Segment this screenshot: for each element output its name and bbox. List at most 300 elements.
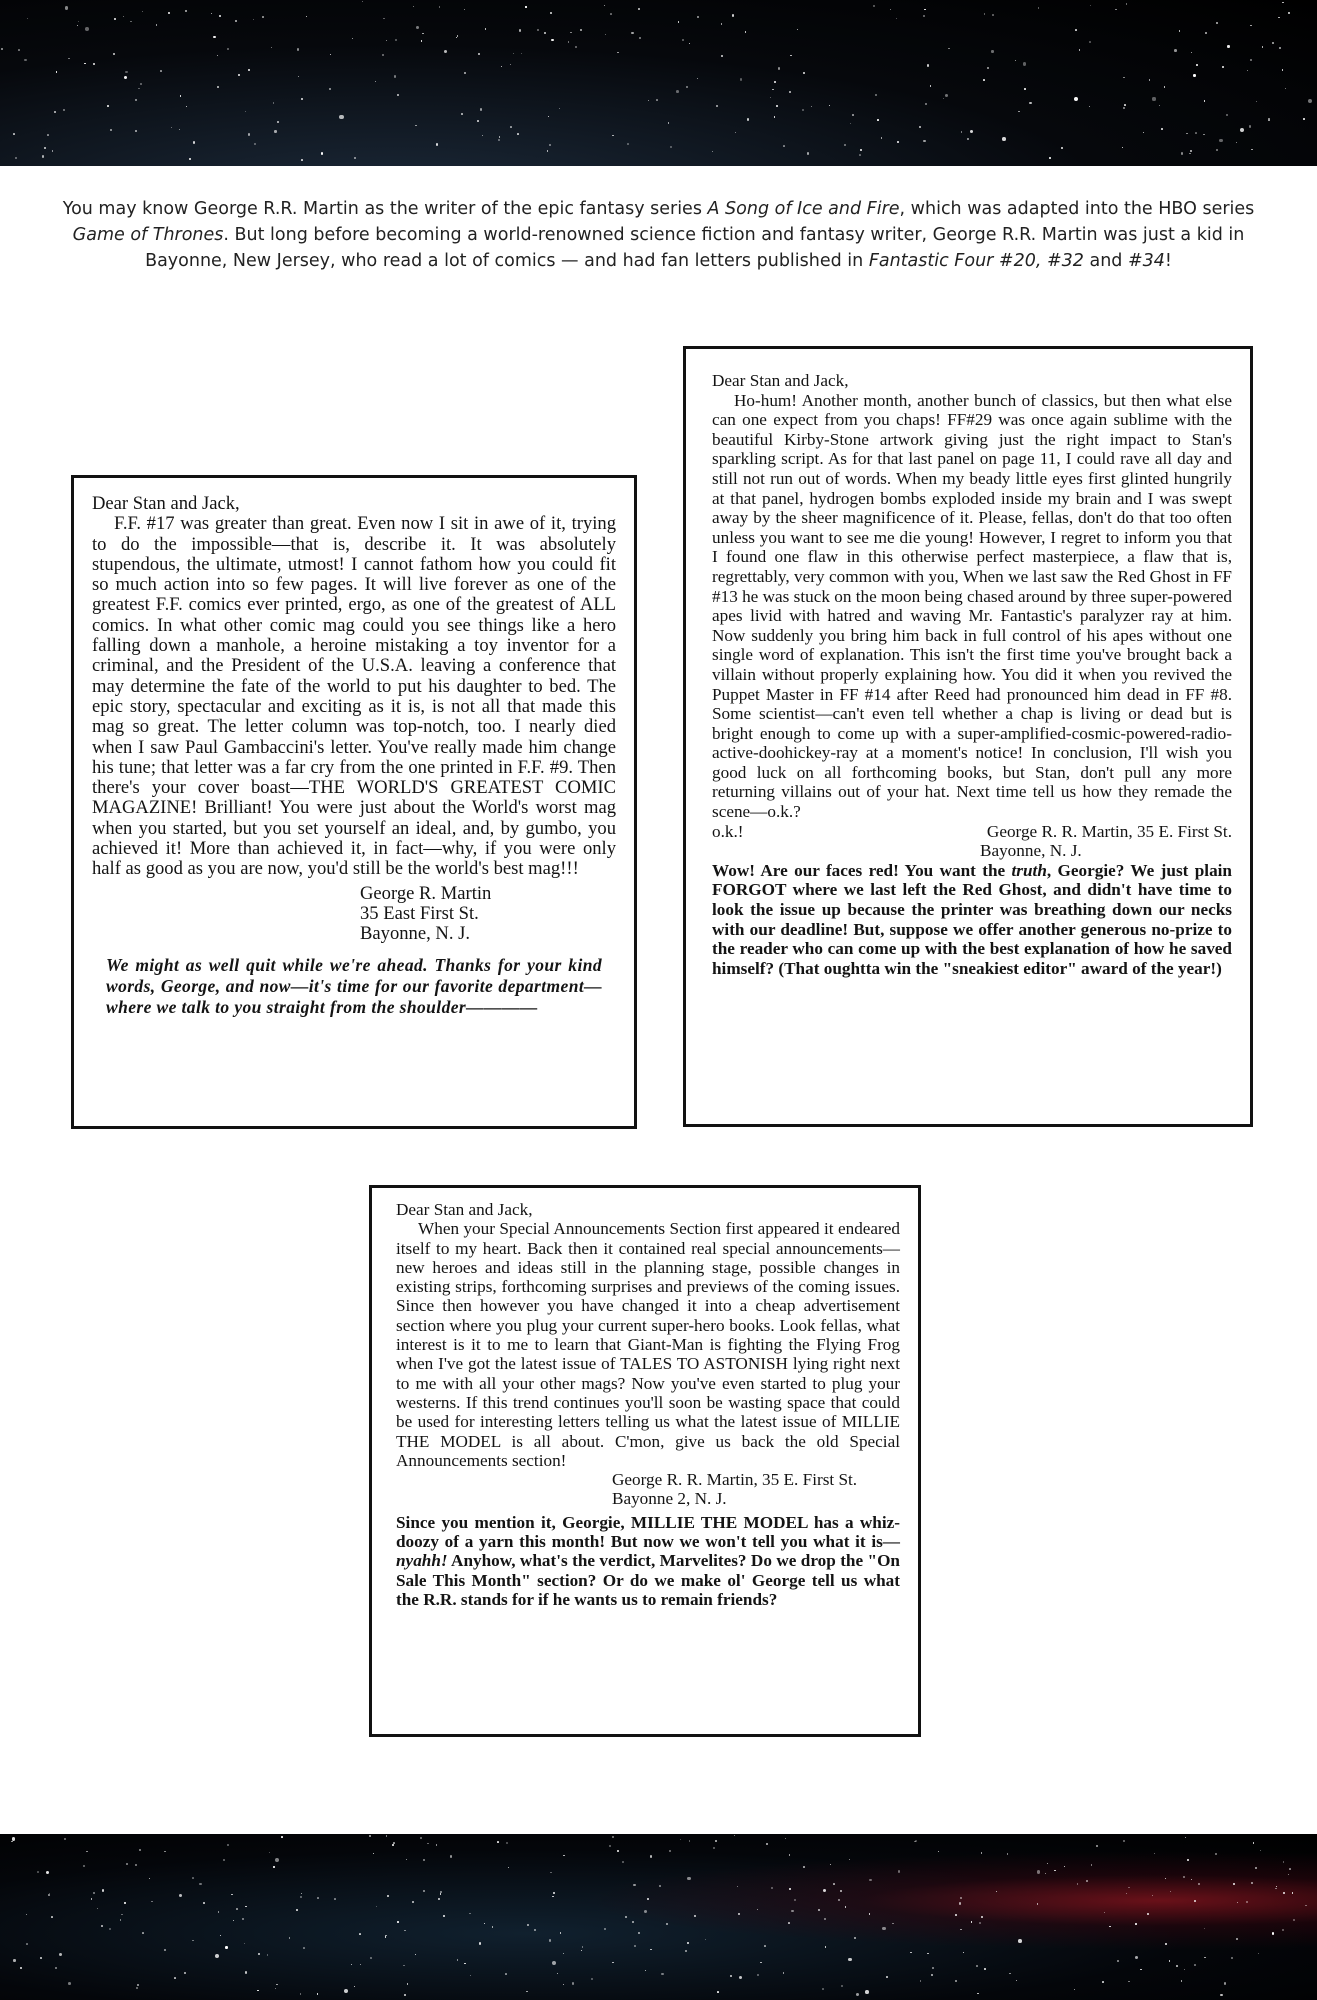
star-dot <box>457 1959 458 1960</box>
star-dot <box>492 1926 493 1927</box>
star-dot <box>13 133 15 135</box>
star-dot <box>306 16 308 18</box>
star-dot <box>925 103 927 105</box>
star-dot <box>403 1965 405 1967</box>
star-dot <box>1126 1893 1127 1894</box>
star-dot <box>890 9 891 10</box>
star-dot <box>544 32 546 34</box>
star-dot <box>886 1976 888 1978</box>
star-dot <box>670 146 672 148</box>
star-dot <box>981 1852 983 1854</box>
star-dot <box>220 1935 221 1936</box>
star-dot <box>1246 1901 1248 1903</box>
star-dot <box>1255 1867 1257 1869</box>
letter-signature <box>92 884 616 945</box>
star-dot <box>235 20 237 22</box>
star-dot <box>873 5 874 6</box>
star-dot <box>37 1871 39 1873</box>
star-dot <box>1196 64 1198 66</box>
star-dot <box>1231 1957 1233 1959</box>
star-dot <box>570 32 571 33</box>
star-dot <box>248 69 250 71</box>
star-dot <box>977 1993 978 1994</box>
star-dot <box>650 1855 653 1858</box>
star-dot <box>1135 1923 1137 1925</box>
star-dot <box>142 1932 144 1934</box>
star-dot <box>124 1902 125 1903</box>
star-dot <box>46 1871 49 1874</box>
star-dot <box>771 1887 773 1889</box>
star-dot <box>790 55 792 57</box>
star-dot <box>734 1835 735 1836</box>
star-dot <box>1288 1874 1289 1875</box>
star-dot <box>1009 1973 1011 1975</box>
star-dot <box>52 150 54 152</box>
star-dot <box>1293 1919 1295 1921</box>
star-dot <box>1216 22 1218 24</box>
star-dot <box>192 1877 194 1879</box>
star-dot <box>149 1878 150 1879</box>
star-dot <box>644 1910 647 1913</box>
star-dot <box>721 55 723 57</box>
star-dot <box>393 1842 395 1844</box>
star-dot <box>757 1909 758 1910</box>
star-dot <box>581 1950 582 1951</box>
star-dot <box>1289 1868 1291 1870</box>
star-dot <box>838 1899 840 1901</box>
star-dot <box>1184 1969 1185 1970</box>
star-dot <box>387 1895 389 1897</box>
star-dot <box>764 1945 766 1947</box>
star-dot <box>298 76 299 77</box>
star-dot <box>480 108 482 110</box>
star-dot <box>778 67 780 69</box>
star-dot <box>1161 128 1163 130</box>
star-dot <box>44 147 46 149</box>
star-dot <box>386 1835 387 1836</box>
star-dot <box>633 1884 635 1886</box>
star-dot <box>1292 1892 1294 1894</box>
star-dot <box>550 1872 552 1874</box>
star-dot <box>1007 1853 1009 1855</box>
star-dot <box>77 25 78 26</box>
star-dot <box>1181 1980 1182 1981</box>
letter-body: When your Special Announcements Section first appeared it endeared itself to my heart. Back then it contained real special announcements—new heroes and ideas still in the planning stage, possible changes in existing strips, forthcoming surprises and previews of the coming issues. Since then however you have changed it into a cheap advertisement section where you plug your current super-hero books. Look fellas, what interest is it to me to learn that Giant-Man is fighting the Flying Frog when I've got the latest issue of TALES TO ASTONISH lying right next to me with all your other mags? Now you've even started to plug your westerns. If this trend continues you'll soon be wasting space that could be used for interesting letters telling us what the latest issue of MILLIE THE MODEL is all about. C'mon, give us back the old Special Announcements section! <box>396 1219 900 1470</box>
star-dot <box>869 1913 870 1914</box>
star-dot <box>859 154 861 156</box>
star-dot <box>770 97 771 98</box>
star-dot <box>217 55 218 56</box>
star-dot <box>959 1902 961 1904</box>
star-dot <box>93 1892 95 1894</box>
signature-street: 35 East First St. <box>360 902 479 924</box>
star-dot <box>625 1916 627 1918</box>
star-dot <box>856 1993 859 1996</box>
star-dot <box>927 64 929 66</box>
star-dot <box>397 94 399 96</box>
star-dot <box>1249 125 1251 127</box>
star-dot <box>1191 52 1192 53</box>
star-dot <box>568 41 569 42</box>
star-dot <box>369 1835 371 1837</box>
star-dot <box>142 11 143 12</box>
star-dot <box>1204 1928 1205 1929</box>
star-dot <box>1253 1842 1255 1844</box>
star-dot <box>1260 1850 1261 1851</box>
star-dot <box>114 18 116 20</box>
star-dot <box>415 125 417 127</box>
star-dot <box>436 143 438 145</box>
star-dot <box>766 1843 768 1845</box>
star-dot <box>712 151 713 152</box>
star-dot <box>54 111 56 113</box>
star-dot <box>1104 1912 1105 1913</box>
star-dot <box>550 12 552 14</box>
star-dot <box>1174 49 1177 52</box>
star-dot <box>848 1958 852 1962</box>
star-dot <box>1024 88 1026 90</box>
star-dot <box>689 43 690 44</box>
star-dot <box>107 105 109 107</box>
star-dot <box>924 9 925 10</box>
star-dot <box>68 58 69 59</box>
star-dot <box>612 1836 614 1838</box>
star-dot <box>730 1975 732 1977</box>
star-dot <box>303 1947 305 1949</box>
letter-special-announcements <box>369 1185 921 1737</box>
star-dot <box>392 1844 394 1846</box>
star-dot <box>783 1972 784 1973</box>
star-dot <box>563 1953 564 1954</box>
star-dot <box>1282 2 1283 3</box>
star-dot <box>1015 60 1016 61</box>
star-dot <box>896 18 897 19</box>
star-dot <box>1123 1840 1125 1842</box>
star-dot <box>669 1850 671 1852</box>
star-dot <box>93 63 95 65</box>
star-dot <box>1203 134 1205 136</box>
star-dot <box>1285 88 1286 89</box>
star-dot <box>1308 99 1312 103</box>
star-dot <box>676 90 679 93</box>
star-dot <box>1233 1883 1235 1885</box>
star-dot <box>1194 1900 1196 1902</box>
star-dot <box>27 18 28 19</box>
star-dot <box>648 100 649 101</box>
star-dot <box>967 138 969 140</box>
star-dot <box>1074 97 1078 101</box>
star-dot <box>330 54 331 55</box>
star-dot <box>404 1930 406 1932</box>
star-dot <box>1147 1913 1149 1915</box>
star-dot <box>519 29 521 31</box>
letter-ff17 <box>71 475 637 1129</box>
star-dot <box>184 1972 186 1974</box>
star-dot <box>160 70 162 72</box>
star-dot <box>1049 157 1051 159</box>
star-dot <box>1164 86 1165 87</box>
star-dot <box>961 131 963 133</box>
star-dot <box>841 1985 843 1987</box>
starfield-footer <box>0 1834 1317 2000</box>
star-dot <box>915 1840 917 1842</box>
star-dot <box>791 1910 793 1912</box>
editor-reply: We might as well quit while we're ahead. Thanks for your kind words, George, and now—it's time for our favorite department—where we talk to you straight from the shoulder———— <box>106 954 602 1017</box>
star-dot <box>1128 1887 1130 1889</box>
star-dot <box>102 1889 104 1891</box>
star-dot <box>110 129 112 131</box>
star-dot <box>301 98 303 100</box>
star-dot <box>803 72 805 74</box>
star-dot <box>186 106 188 108</box>
star-dot <box>20 1967 22 1969</box>
star-dot <box>339 115 343 119</box>
star-dot <box>521 53 522 54</box>
star-dot <box>296 1909 298 1911</box>
star-dot <box>289 1937 291 1939</box>
star-dot <box>774 81 776 83</box>
star-dot <box>745 31 747 33</box>
star-dot <box>527 1924 529 1926</box>
star-dot <box>1054 1870 1055 1871</box>
star-dot <box>1 48 2 49</box>
star-dot <box>1140 1969 1142 1971</box>
signature-name: George R. R. Martin, 35 E. First St. <box>986 821 1232 841</box>
star-dot <box>797 29 798 30</box>
star-dot <box>849 1859 850 1860</box>
star-dot <box>236 1908 238 1910</box>
star-dot <box>811 106 812 107</box>
star-dot <box>68 1982 71 1985</box>
star-dot <box>85 27 89 31</box>
star-dot <box>395 39 397 41</box>
star-dot <box>273 102 274 103</box>
star-dot <box>360 1964 361 1965</box>
star-dot <box>617 52 619 54</box>
star-dot <box>1135 1956 1138 1959</box>
star-dot <box>920 1980 922 1982</box>
star-dot <box>1272 42 1274 44</box>
star-dot <box>123 16 124 17</box>
star-dot <box>1236 1938 1238 1940</box>
star-dot <box>164 1949 166 1951</box>
star-dot <box>823 1889 826 1892</box>
star-dot <box>135 1864 137 1866</box>
star-dot <box>244 1943 246 1945</box>
star-dot <box>1165 1878 1166 1879</box>
star-dot <box>84 63 85 64</box>
star-dot <box>612 1962 613 1963</box>
star-dot <box>739 1976 742 1979</box>
letter-body: F.F. #17 was greater than great. Even now I sit in awe of it, trying to do the impossible—that is, describe it. It was absolutely stupendous, the ultimate, utmost! I cannot fathom how you could fit so much action into so few pages. It will live forever as one of the greatest F.F. comics ever printed, ergo, as one of the greatest of ALL comics. In what other comic mag could you see things like a hero falling down a manhole, a heroine mistaking a toy inventor for a criminal, and the President of the U.S.A. leaving a conference that may determine the fate of the world to put his daughter to bed. The epic story, spectacular and exciting as it is, is not all that made this mag so great. The letter column was top-notch, too. I nearly died when I saw Paul Gambaccini's letter. You've really made him change his tune; that letter was a far cry from the one printed in F.F. #9. Then there's your cover boast—THE WORLD'S GREATEST COMIC MAGAZINE! Brilliant! You were just about the World's worst mag when you started, but you set yourself an ideal, and, by gumbo, you achieved it! More than achieved it, in fact—why, if you were only half as good as you are now, you'd still be the world's best mag!!! <box>92 513 616 880</box>
star-dot <box>26 1914 28 1916</box>
star-dot <box>1258 1953 1259 1954</box>
letter-salutation: Dear Stan and Jack, <box>712 371 849 390</box>
star-dot <box>638 8 640 10</box>
star-dot <box>685 1950 687 1952</box>
star-dot <box>656 99 658 101</box>
star-dot <box>992 14 994 16</box>
star-dot <box>464 1963 465 1964</box>
star-dot <box>971 1921 973 1923</box>
star-dot <box>258 1953 260 1955</box>
star-dot <box>359 1934 361 1936</box>
star-dot <box>275 1988 276 1989</box>
star-dot <box>1278 17 1279 18</box>
star-dot <box>140 83 142 85</box>
star-dot <box>1198 1883 1200 1885</box>
star-dot <box>385 1936 387 1938</box>
star-dot <box>180 95 182 97</box>
star-dot <box>1189 153 1190 154</box>
star-dot <box>334 1898 336 1900</box>
star-dot <box>686 86 688 88</box>
star-dot <box>113 53 115 55</box>
star-dot <box>497 1841 499 1843</box>
star-dot <box>1152 1895 1154 1897</box>
star-dot <box>610 13 612 15</box>
star-dot <box>254 143 256 145</box>
star-dot <box>300 1993 302 1995</box>
star-dot <box>505 1973 507 1975</box>
star-dot <box>354 1986 355 1987</box>
star-dot <box>666 1923 668 1925</box>
star-dot <box>297 48 299 50</box>
star-dot <box>1227 45 1229 47</box>
star-dot <box>604 5 605 6</box>
letter-body: Ho-hum! Another month, another bunch of classics, but then what else can one expect from you chaps! FF#29 was once again sublime with the beautiful Kirby-Stone artwork giving just the right impact to Stan's sparkling script. As for that last panel on page 11, I could rave all day and still not run out of words. When my beady little eyes first glinted hungrily at that panel, hydrogen bombs exploded inside my brain and I was swept away by the sheer magnificence of it. Please, fellas, don't do that too often unless you want to see me die young! However, I regret to inform you that I found one flaw in this otherwise perfect masterpiece, a flaw that is, regrettably, very common with you, When we last saw the Red Ghost in FF #13 he was stuck on the moon being chased around by three super-powered apes livid with hatred and waving Mr. Fantastic's paralyzer ray at him. Now suddenly you bring him back in full control of his apes without one single word of explanation. This isn't the first time you've brought back a villain without properly explaining how. You did it when you revived the Puppet Master in FF #14 after Reed had pronounced him dead in FF #8. Some scientist—can't even tell whether a chap is living or dead but is bright enough to come up with a super-amplified-cosmic-powered-radio-active-doohickey-ray at a moment's notice! In conclusion, I'll wish you good luck on all forthcoming books, but Stan, don't pull any more returning villains out of your hat. Next time tell us how they remade the scene—o.k.? <box>712 390 1232 822</box>
star-dot <box>130 21 131 22</box>
star-dot <box>955 1980 957 1982</box>
star-dot <box>639 37 641 39</box>
star-dot <box>513 53 515 55</box>
star-dot <box>1226 114 1228 116</box>
star-dot <box>1279 47 1281 49</box>
star-dot <box>64 1838 66 1840</box>
star-dot <box>732 14 734 16</box>
star-dot <box>525 6 526 7</box>
star-dot <box>931 1974 933 1976</box>
star-dot <box>275 1858 279 1862</box>
star-dot <box>789 91 791 93</box>
star-dot <box>559 108 560 109</box>
star-dot <box>938 1851 940 1853</box>
star-dot <box>97 1908 98 1909</box>
star-dot <box>136 1987 138 1989</box>
star-dot <box>1038 7 1039 8</box>
star-dot <box>563 1984 564 1985</box>
star-dot <box>215 1954 219 1958</box>
star-dot <box>794 1899 796 1901</box>
star-dot <box>231 1894 233 1896</box>
star-dot <box>65 6 69 10</box>
star-dot <box>277 121 279 123</box>
star-dot <box>211 13 212 14</box>
star-dot <box>344 1989 348 1993</box>
star-dot <box>227 48 229 50</box>
star-dot <box>551 39 553 41</box>
star-dot <box>137 1984 139 1986</box>
star-dot <box>469 1913 470 1914</box>
star-dot <box>631 32 633 34</box>
star-dot <box>945 94 949 98</box>
star-dot <box>482 135 483 136</box>
star-dot <box>987 67 989 69</box>
star-dot <box>1276 1886 1277 1887</box>
star-dot <box>844 144 846 146</box>
star-dot <box>510 126 512 128</box>
star-dot <box>101 1925 103 1927</box>
star-dot <box>661 1973 663 1975</box>
star-dot <box>139 1849 141 1851</box>
star-dot <box>415 1954 416 1955</box>
star-dot <box>1237 1902 1239 1904</box>
star-dot <box>407 1983 409 1985</box>
star-dot <box>171 127 172 128</box>
star-dot <box>627 143 629 145</box>
star-dot <box>1154 1853 1155 1854</box>
star-dot <box>1247 70 1248 71</box>
star-dot <box>24 59 26 61</box>
star-dot <box>634 1945 636 1947</box>
star-dot <box>1205 32 1207 34</box>
star-dot <box>996 1891 997 1892</box>
star-dot <box>479 1942 481 1944</box>
star-dot <box>1018 1939 1022 1943</box>
star-dot <box>687 1877 690 1880</box>
star-dot <box>1123 107 1125 109</box>
star-dot <box>352 38 353 39</box>
star-dot <box>981 1916 983 1918</box>
star-dot <box>248 133 250 135</box>
star-dot <box>83 1865 85 1867</box>
starfield-header <box>0 0 1317 166</box>
star-dot <box>830 1864 831 1865</box>
star-dot <box>1169 1960 1171 1962</box>
star-dot <box>1288 12 1289 13</box>
star-dot <box>1236 142 1237 143</box>
star-dot <box>440 1893 442 1895</box>
star-dot <box>919 126 921 128</box>
star-dot <box>1143 132 1144 133</box>
star-dot <box>824 1918 826 1920</box>
star-dot <box>970 130 973 133</box>
star-dot <box>1305 1905 1306 1906</box>
star-dot <box>785 1838 786 1839</box>
star-dot <box>881 137 882 138</box>
star-dot <box>984 1968 986 1970</box>
star-dot <box>227 1844 229 1846</box>
star-dot <box>1079 49 1081 51</box>
star-dot <box>1215 1853 1217 1855</box>
star-dot <box>450 1855 452 1857</box>
star-dot <box>26 1943 28 1945</box>
star-dot <box>485 28 487 30</box>
star-dot <box>245 111 246 112</box>
star-dot <box>1194 1964 1196 1966</box>
star-dot <box>1303 118 1305 120</box>
star-dot <box>1256 101 1257 102</box>
star-dot <box>612 135 614 137</box>
intro-paragraph: You may know George R.R. Martin as the writer of the epic fantasy series A Song of Ice and Fire, which was adapted into the HBO series Game of Thrones. But long before becoming a world-renowned science fiction and fantasy writer, George R.R. Martin was just a kid in Bayonne, New Jersey, who read a lot of comics — and had fan letters published in Fantastic Four #20, #32 and #34! <box>62 199 1255 271</box>
star-dot <box>850 123 851 124</box>
star-dot <box>276 1984 278 1986</box>
star-dot <box>882 1927 885 1930</box>
star-dot <box>423 1859 425 1861</box>
signature-ok: o.k.! <box>712 821 744 841</box>
star-dot <box>1159 105 1160 106</box>
star-dot <box>689 1840 691 1842</box>
